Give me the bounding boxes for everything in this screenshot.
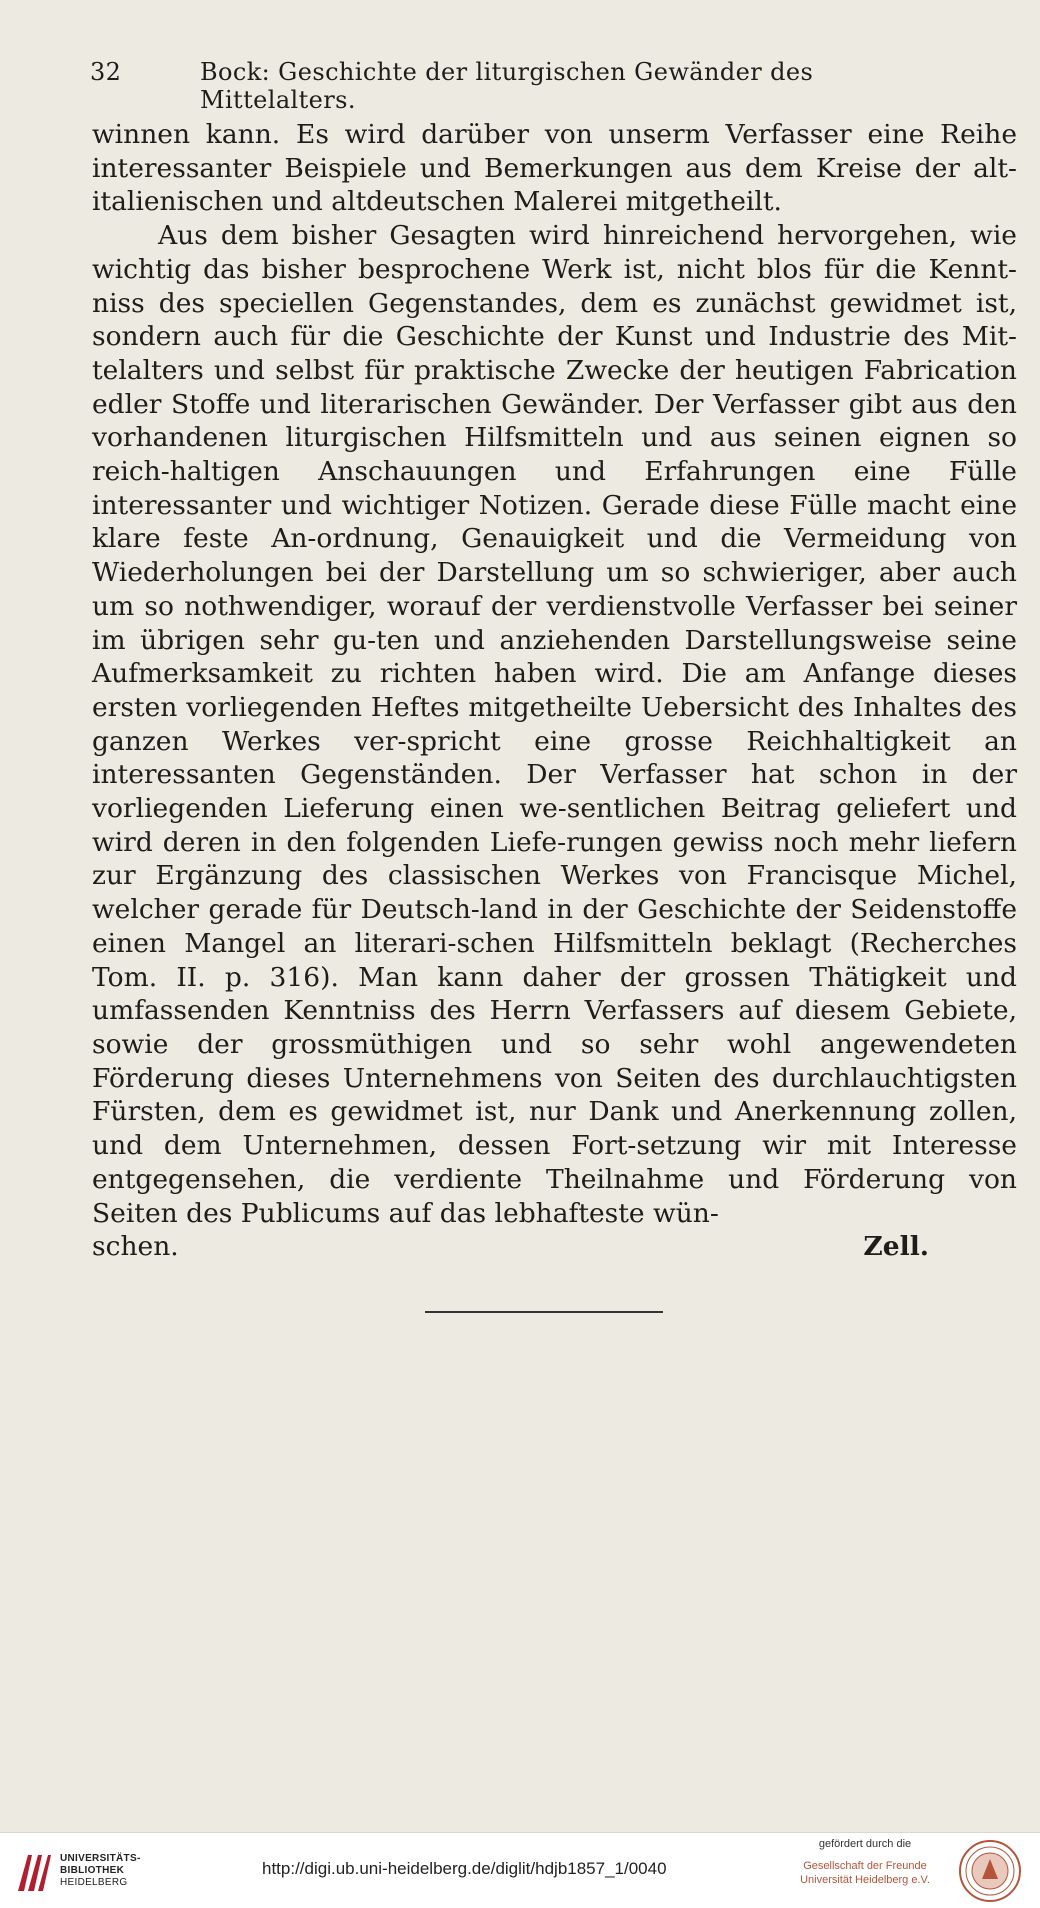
digitization-footer [0, 1832, 1040, 1908]
author-signature: Zell. [863, 1231, 929, 1263]
paragraph-main-text: Aus dem bisher Gesagten wird hinreichend hervorgehen, wie wichtig das bisher besprochene Werk ist, nicht blos für die Kennt-niss des speciellen Gegenstandes, dem es zunächst gewidmet ist, sondern auch für die Geschichte der Kunst und Industrie des Mit-telalters und selbst für praktische Zwecke der heutigen Fabrication edler Stoffe und literarischen Gewänder. Der Verfasser gibt aus den vorhandenen liturgischen Hilfsmitteln und aus seinen eignen so reich-haltigen Anschauungen und Erfahrungen eine Fülle interessanter und wichtiger Notizen. Gerade diese Fülle macht eine klare feste An-ordnung, Genauigkeit und die Vermeidung von Wiederholungen bei der Darstellung um so schwieriger, aber auch um so nothwendiger, worauf der verdienstvolle Verfasser bei seiner im übrigen sehr gu-ten und anziehenden Darstellungsweise seine Aufmerksamkeit zu richten haben wird. Die am Anfange dieses ersten vorliegenden Heftes mitgetheilte Uebersicht des Inhaltes des ganzen Werkes ver-spricht eine grosse Reichhaltigkeit an interessanten Gegenständen. Der Verfasser hat schon in der vorliegenden Lieferung einen we-sentlichen Beitrag geliefert und wird deren in den folgenden Liefe-rungen gewiss noch mehr liefern zur Ergänzung des classischen Werkes von Francisque Michel, welcher gerade für Deutsch-land in der Geschichte der Seidenstoffe einen Mangel an literari-schen Hilfsmitteln beklagt (Recherches Tom. II. p. 316). Man kann daher der grossen Thätigkeit und umfassenden Kenntniss des Herrn Verfassers auf diesem Gebiete, sowie der grossmüthigen und so sehr wohl angewendeten Förderung dieses Unternehmens von Seiten des durchlauchtigsten Fürsten, dem es gewidmet ist, nur Dank und Anerkennung zollen, und dem Unternehmen, dessen Fort-setzung wir mit Interesse entgegensehen, die verdiente Theilnahme und Förderung von Seiten des Publicums auf das lebhafteste wün- [92, 220, 1017, 1229]
university-seal-icon [958, 1839, 1022, 1903]
closing-word: schen. [92, 1231, 179, 1263]
library-name: UNIVERSITÄTS- BIBLIOTHEK HEIDELBERG [60, 1853, 141, 1888]
page-number: 32 [90, 58, 122, 86]
library-logo-icon [14, 1851, 52, 1895]
permalink-url[interactable]: http://digi.ub.uni-heidelberg.de/diglit/hdjb1857_1/0040 [262, 1859, 667, 1878]
running-header [90, 58, 950, 114]
sponsor-org-line2: Universität Heidelberg e.V. [800, 1874, 930, 1886]
article-body [92, 118, 1017, 1264]
closing-line [92, 1230, 1017, 1264]
sponsor-block: gefördert durch die Gesellschaft der Freunde Universität Heidelberg e.V. [790, 1837, 940, 1887]
running-title: Bock: Geschichte der liturgischen Gewänder des Mittelalters. [200, 58, 814, 114]
section-divider [425, 1311, 663, 1313]
paragraph-main [92, 219, 1017, 1230]
paragraph-continuation: winnen kann. Es wird darüber von unserm Verfasser eine Reihe interessanter Beispiele und Bemerkungen aus dem Kreise der alt-italienischen und altdeutschen Malerei mitgetheilt. [92, 119, 1017, 218]
sponsor-org-line1: Gesellschaft der Freunde [803, 1860, 927, 1872]
